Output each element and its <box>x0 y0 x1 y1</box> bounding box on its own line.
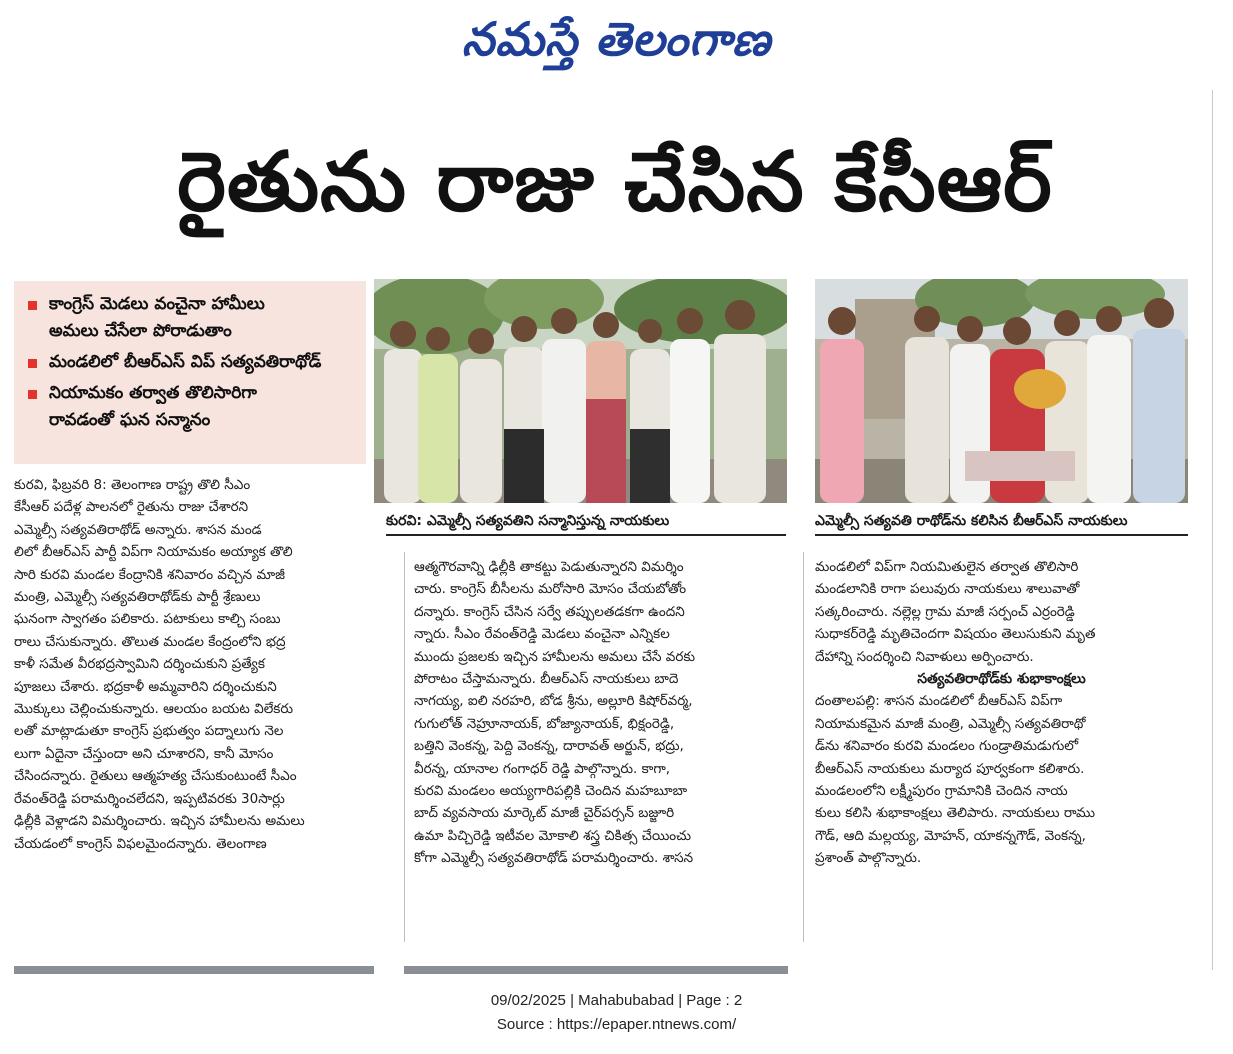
article-line: డ్‌ను శనివారం కురవి మండలం గుండ్రాతిమడుగులో <box>815 738 1079 755</box>
article-line: కేసీఆర్ పదేళ్ల పాలనలో రైతును రాజు చేశారని <box>14 499 249 516</box>
article-line: సత్కరించారు. నల్లెల్ల గ్రామ మాజీ సర్పంచ్ ఎర్రంరెడ్డి <box>815 603 1075 620</box>
article-line: బీఆర్ఎస్ నాయకులు మర్యాద పూర్వకంగా కలిశారు. <box>815 760 1085 777</box>
article-line: ఘనంగా స్వాగతం పలికారు. పటాకులు కాల్చి సంబు <box>14 611 281 628</box>
article-line: కోగా ఎమ్మెల్సీ సత్యవతిరాథోడ్ పరామర్శించారు. శాసన <box>414 850 694 867</box>
article-line: ప్రశాంత్ పాల్గొన్నారు. <box>815 850 922 867</box>
article-line: రాలు చేసుకున్నారు. తొలుత మండల కేంద్రంలోని భద్ర <box>14 633 286 650</box>
highlight-line: రావడంతో ఘన సన్మానం <box>49 410 211 430</box>
article-line: సుధాకర్‌రెడ్డి మృతిచెందగా విషయం తెలుసుకుని మృత <box>815 626 1096 643</box>
highlight-item <box>28 291 356 345</box>
next-article-strip <box>404 966 788 974</box>
article-line: బాద్ వ్యవసాయ మార్కెట్ మాజీ చైర్‌పర్సన్ బజ్జూరి <box>414 805 675 822</box>
highlight-line: నియామకం తర్వాత తొలిసారిగా <box>49 383 257 403</box>
highlight-line: కాంగ్రెస్ మెడలు వంచైనా హామీలు <box>49 294 265 314</box>
next-article-strip <box>14 966 374 974</box>
masthead-logo-text: నమస్తే తెలంగాణ <box>461 12 772 66</box>
highlight-item <box>28 380 356 434</box>
article-line: దేహాన్ని సందర్శించి నివాళులు అర్పించారు. <box>815 648 1034 665</box>
article-line: మొక్కులు చెల్లించుకున్నారు. ఆలయం బయట విలేకరు <box>14 701 294 718</box>
article-line: లిలో బీఆర్ఎస్ పార్టీ విప్‌గా నియామకం అయ్యాక తొలి <box>14 544 293 561</box>
article-line: సారి కురవి మండల కేంద్రానికి శనివారం వచ్చిన మాజీ <box>14 566 285 583</box>
article-line: కులు కలిసి శుభాకాంక్షలు తెలిపారు. నాయకులు రాము <box>815 805 1096 822</box>
article-line: కురవి మండలం అయ్యగారిపల్లికి చెందిన మహబూబా <box>414 783 688 800</box>
news-photo-felicitation <box>374 279 787 503</box>
masthead <box>0 4 1233 74</box>
article-line: ముందు ప్రజలకు ఇచ్చిన హామీలను అమలు చేసే వరకు <box>414 648 696 665</box>
article-line: గుగులోత్ నెహ్రూనాయక్, బోజ్యానాయక్, భిక్షంరెడ్డి, <box>414 715 675 732</box>
article-line: చేసిందన్నారు. రైతులు ఆత్మహత్య చేసుకుంటుంటే సీఎం <box>14 768 297 785</box>
article-column-1 <box>14 474 366 855</box>
article-line: ఆత్మగౌరవాన్ని ఢిల్లీకి తాకట్టు పెడుతున్నారని విమర్శిం <box>414 559 684 575</box>
article-line: కురవి, ఫిబ్రవరి 8: తెలంగాణ రాష్ట్ర తొలి సీఎం <box>14 477 251 493</box>
bullet-icon <box>28 359 37 368</box>
article-line: మండలంలోని లక్ష్మీపురం గ్రామానికి చెందిన నాయ <box>815 783 1068 800</box>
article-line: మంత్రి, ఎమ్మెల్సీ సత్యవతిరాథోడ్‌కు పార్టీ శ్రేణులు <box>14 589 261 606</box>
caption-underline <box>815 534 1188 536</box>
photo-caption: కురవి: ఎమ్మెల్సీ సత్యవతిని సన్మానిస్తున్న నాయకులు <box>386 513 670 529</box>
article-column-3 <box>815 556 1188 870</box>
article-line: వీరన్న, యానాల గంగాధర్ రెడ్డి పాల్గొన్నారు. కాగా, <box>414 760 671 777</box>
article-line: ఎమ్మెల్సీ సత్యవతిరాథోడ్ అన్నారు. శాసన మండ <box>14 521 262 538</box>
bullet-icon <box>28 390 37 399</box>
article-line: చేయడంలో కాంగ్రెస్ విఫలమైందన్నారు. తెలంగాణ <box>14 835 267 852</box>
article-line: ఢిల్లీకి వెళ్లాడని విమర్శించారు. ఇచ్చిన హామీలను అమలు <box>14 813 305 830</box>
headline: రైతును రాజు చేసిన కేసీఆర్ <box>177 135 1053 230</box>
article-line: కాళీ సమేత వీరభద్రస్వామిని దర్శించుకుని ప్రత్యేక <box>14 656 265 673</box>
article-line: న్నారు. సీఎం రేవంత్‌రెడ్డి మెడలు వంచైనా ఎన్నికల <box>414 626 670 643</box>
article-line: నాగయ్య, ఐలి నరహరి, బోడ శ్రీను, అల్లూరి కిషోర్‌వర్మ, <box>414 693 693 710</box>
article-line: లతో మాట్లాడుతూ కాంగ్రెస్ ప్రభుత్వం పద్నాలుగు నెల <box>14 723 284 740</box>
highlight-item <box>28 349 356 376</box>
article-line: మండలిలో విప్‌గా నియమితులైన తర్వాత తొలిసారి <box>815 559 1079 575</box>
footer-source-link[interactable]: Source : https://epaper.ntnews.com/ <box>496 1016 737 1033</box>
section-subheading: సత్యవతిరాథోడ్‌కు శుభాకాంక్షలు <box>917 671 1086 688</box>
article-line: లుగా ఏదైనా చేస్తుందా అని చూశారని, కానీ మోసం <box>14 745 274 762</box>
article-line: దన్నారు. కాంగ్రెస్ చేసిన సర్వే తప్పులతడకగా ఉందని <box>414 603 685 620</box>
article-line: రేవంత్‌రెడ్డి పరామర్శించలేదని, ఇప్పటివరకు 30సార్లు <box>14 790 285 807</box>
highlight-line: మండలిలో బీఆర్ఎస్ విప్ సత్యవతిరాథోడ్ <box>49 352 322 372</box>
article-line: మండలానికి రాగా పలువురు నాయకులు శాలువాతో <box>815 581 1080 598</box>
highlight-line: అమలు చేసేలా పోరాడుతాం <box>49 321 232 341</box>
article-line: పూజలు చేశారు. భద్రకాళీ అమ్మవారిని దర్శించుకుని <box>14 678 277 695</box>
article-line: చారు. కాంగ్రెస్ బీసీలను మరోసారి మోసం చేయబోతోం <box>414 581 687 598</box>
article-line: బత్తిని వెంకన్న, పెద్ది వెంకన్న, దారావత్ అర్జున్, భద్రు, <box>414 738 684 755</box>
article-line: దంతాలపల్లి: శాసన మండలిలో బీఆర్ఎస్ విప్‌గా <box>815 693 1063 710</box>
article-line: పోరాటం చేస్తామన్నారు. బీఆర్ఎస్ నాయకులు బాదె <box>414 671 679 688</box>
caption-underline <box>386 534 786 536</box>
footer-edition-info: 09/02/2025 | Mahabubabad | Page : 2 <box>490 992 743 1009</box>
photo-caption: ఎమ్మెల్సీ సత్యవతి రాథోడ్‌ను కలిసిన బీఆర్ఎస్ నాయకులు <box>815 513 1128 529</box>
article-line: నియామకమైన మాజీ మంత్రి, ఎమ్మెల్సీ సత్యవతిరాథో <box>815 715 1086 732</box>
highlights-box <box>14 281 366 464</box>
column-divider <box>404 552 405 942</box>
article-column-2 <box>414 556 788 870</box>
page-right-rule <box>1212 90 1213 970</box>
article-line: ఉమా పిచ్చిరెడ్డి ఇటీవల మోకాలి శస్త్ర చికిత్స చేయించు <box>414 827 692 844</box>
bullet-icon <box>28 301 37 310</box>
news-photo-meeting <box>815 279 1188 503</box>
article-line: గౌడ్, ఆది మల్లయ్య, మోహన్, యాకన్నగౌడ్, వెంకన్న, <box>815 827 1086 844</box>
column-divider <box>803 552 804 942</box>
